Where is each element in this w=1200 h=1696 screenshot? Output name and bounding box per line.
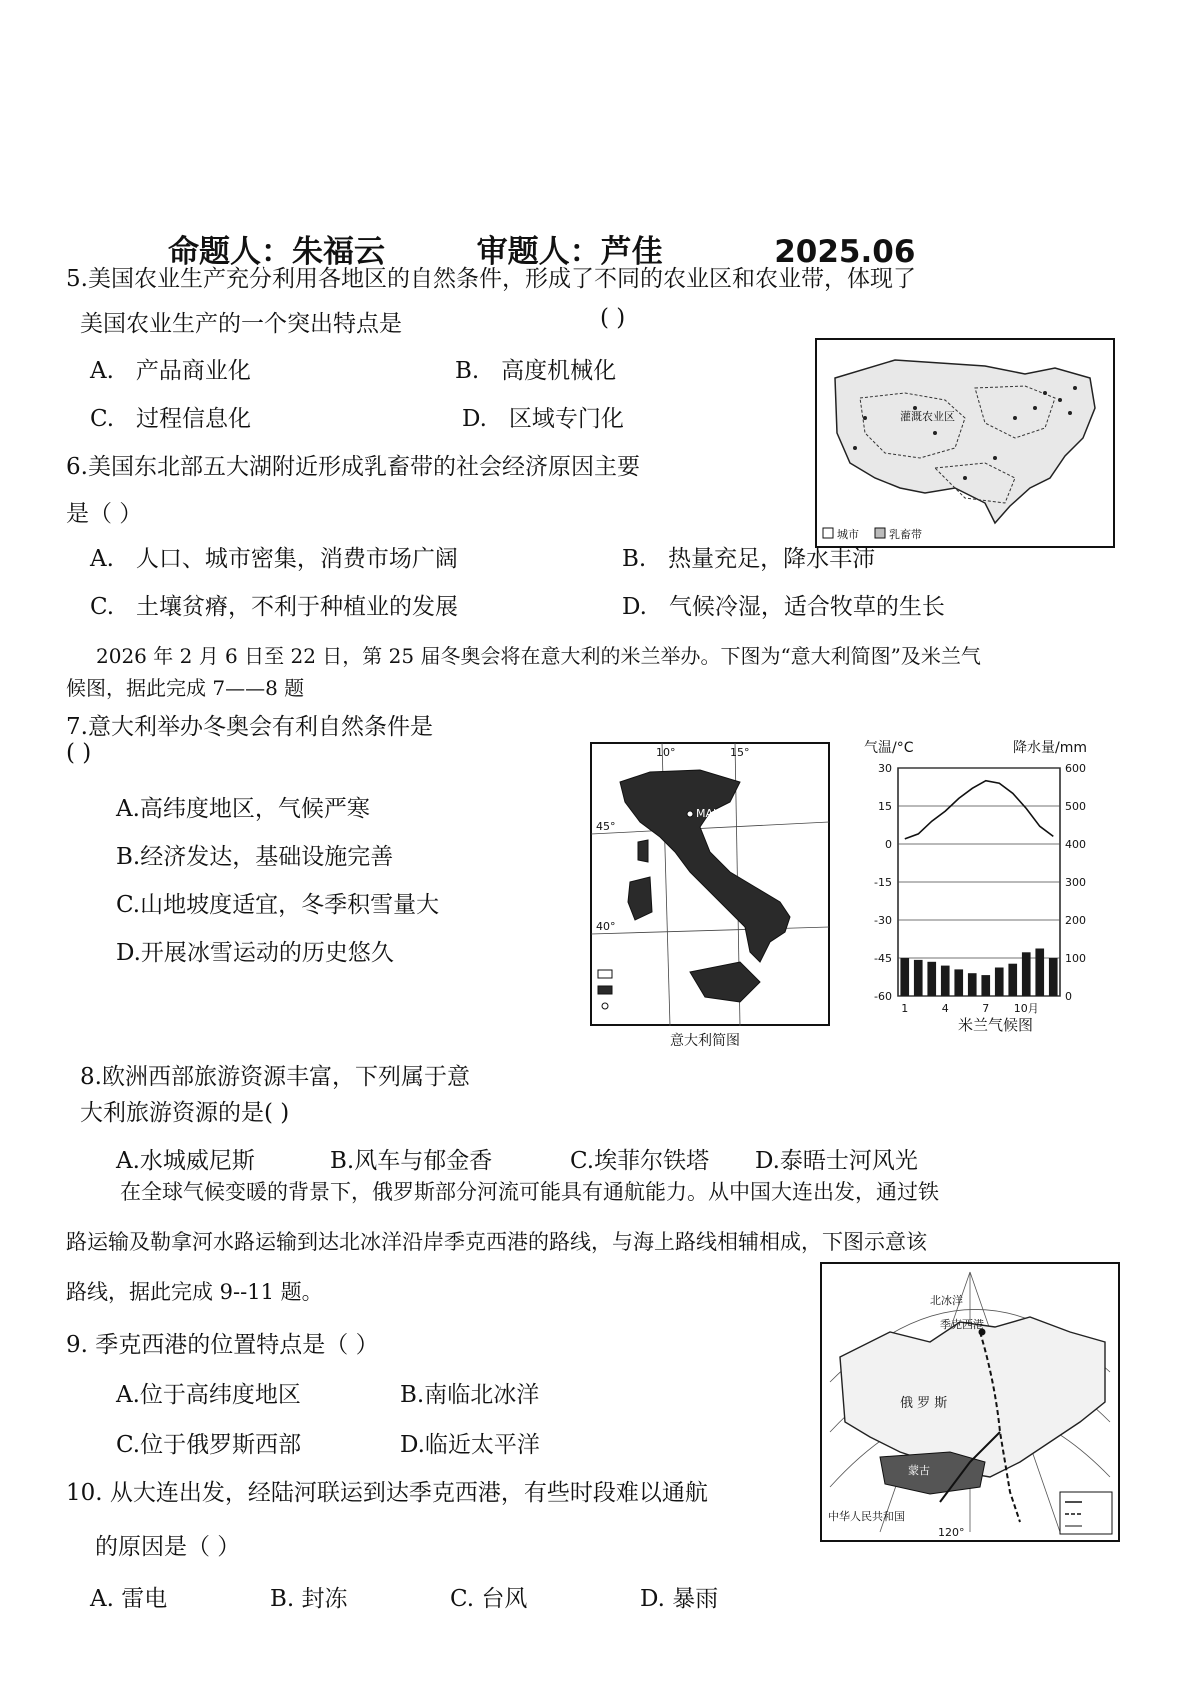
option-text: 高度机械化 [501, 358, 617, 384]
q6-option-a[interactable] [90, 540, 458, 573]
route-map-russia-label: 俄 罗 斯 [900, 1396, 948, 1411]
chart-temp-tick: -45 [874, 952, 892, 965]
q6-line2: 是（ ） [66, 501, 143, 527]
chart-precip-tick: 500 [1065, 800, 1086, 813]
chart-temp-tick: -15 [874, 876, 892, 889]
chart-precip-tick: 600 [1065, 762, 1086, 775]
precipitation-bar [1035, 949, 1044, 997]
us-map-label-irrigation: 灌溉农业区 [900, 410, 955, 423]
option-letter: C. [90, 594, 115, 620]
chart-temp-tick: 15 [878, 800, 892, 813]
stimulus-route-line3: 路线，据此完成 9--11 题。 [66, 1280, 323, 1304]
option-text: 人口、城市密集，消费市场广阔 [135, 546, 458, 572]
q7-option-a[interactable]: A.高纬度地区，气候严寒 [116, 796, 370, 822]
stimulus-italy-line2: 候图，据此完成 7——8 题 [66, 676, 305, 700]
option-text: 台风 [481, 1586, 528, 1612]
q8-line1: 8.欧洲西部旅游资源丰富，下列属于意 [80, 1064, 470, 1090]
chart-precip-tick: 200 [1065, 914, 1086, 927]
option-text: 土壤贫瘠，不利于种植业的发展 [136, 594, 459, 620]
route-map-lon-label: 120° [938, 1526, 965, 1539]
chart-x-tick: 4 [941, 1002, 949, 1015]
option-letter: B. [622, 546, 647, 572]
option-text: 封冻 [301, 1586, 348, 1612]
q10-line2: 的原因是（ ） [95, 1534, 241, 1560]
q9-line1: 9. 季克西港的位置特点是（ ） [66, 1332, 379, 1358]
chart-ylabel-precipitation: 降水量/mm [1013, 740, 1087, 756]
precipitation-bar [981, 975, 990, 996]
precipitation-bar [1022, 952, 1031, 996]
route-map-port-label: 季克西港 [940, 1318, 984, 1331]
option-letter: A. [90, 358, 114, 384]
q10-option-b[interactable] [270, 1580, 348, 1613]
reviewer-label: 审题人：芦佳 [476, 234, 663, 270]
q8-line2: 大利旅游资源的是( ) [80, 1100, 290, 1126]
route-map-china-label: 中华人民共和国 [828, 1510, 905, 1523]
option-text: 雷电 [121, 1586, 168, 1612]
q9-option-b[interactable]: B.南临北冰洋 [400, 1382, 540, 1408]
chart-temp-tick: 0 [885, 838, 892, 851]
date-label: 2025.06 [774, 234, 916, 270]
italy-city-label: MAILE [696, 807, 730, 820]
italy-map [590, 742, 830, 1027]
option-text: 过程信息化 [136, 406, 252, 432]
chart-precip-tick: 400 [1065, 838, 1086, 851]
russia-route-map [820, 1262, 1120, 1542]
q6-option-d[interactable] [622, 588, 945, 621]
q8-option-a[interactable]: A.水城威尼斯 [116, 1148, 255, 1174]
italy-map-caption: 意大利简图 [670, 1033, 740, 1049]
option-letter: D. [622, 594, 647, 620]
chart-title: 米兰气候图 [958, 1016, 1034, 1034]
option-letter: A. [90, 1586, 114, 1612]
option-letter: C. [450, 1586, 475, 1612]
italy-lon-15: 15° [730, 746, 750, 759]
q6-line1: 6.美国东北部五大湖附近形成乳畜带的社会经济原因主要 [66, 454, 640, 480]
chart-precip-tick: 300 [1065, 876, 1086, 889]
precipitation-bar [1008, 964, 1017, 996]
option-text: 热量充足，降水丰沛 [668, 546, 876, 572]
route-map-mongolia-label: 蒙古 [908, 1464, 930, 1477]
q10-option-c[interactable] [450, 1580, 527, 1613]
q7-option-d[interactable]: D.开展冰雪运动的历史悠久 [116, 940, 394, 966]
q5-answer-paren: ( ) [600, 305, 626, 331]
option-letter: A. [90, 546, 114, 572]
q9-option-d[interactable]: D.临近太平洋 [400, 1432, 540, 1458]
precipitation-bar [914, 960, 923, 996]
q9-option-c[interactable]: C.位于俄罗斯西部 [116, 1432, 302, 1458]
precipitation-bar [1049, 958, 1058, 996]
us-map-legend-city: 城市 [837, 528, 859, 541]
italy-lat-40: 40° [596, 920, 616, 933]
q7-option-c[interactable]: C.山地坡度适宜，冬季积雪量大 [116, 892, 440, 918]
option-letter: D. [462, 406, 487, 432]
q5-option-d[interactable] [462, 400, 624, 433]
q5-option-c[interactable] [90, 400, 251, 433]
chart-temp-tick: 30 [878, 762, 892, 775]
q8-option-d[interactable]: D.泰晤士河风光 [755, 1148, 918, 1174]
chart-precip-tick: 0 [1065, 990, 1072, 1003]
q9-option-a[interactable]: A.位于高纬度地区 [116, 1382, 301, 1408]
stimulus-route-line1: 在全球气候变暖的背景下，俄罗斯部分河流可能具有通航能力。从中国大连出发，通过铁 [120, 1180, 939, 1204]
option-text: 暴雨 [672, 1586, 719, 1612]
q10-option-d[interactable] [640, 1580, 718, 1613]
q5-option-a[interactable] [90, 352, 251, 385]
q5-line1: 5.美国农业生产充分利用各地区的自然条件，形成了不同的农业区和农业带，体现了 [66, 266, 916, 292]
precipitation-bar [941, 966, 950, 996]
option-letter: B. [270, 1586, 295, 1612]
temperature-line [905, 781, 1054, 839]
chart-ylabel-temperature: 气温/°C [864, 740, 914, 756]
q7-line2: ( ) [66, 740, 92, 766]
precipitation-bar [995, 968, 1004, 997]
stimulus-route-line2: 路运输及勒拿河水路运输到达北冰洋沿岸季克西港的路线，与海上路线相辅相成，下图示意该 [66, 1230, 927, 1254]
option-letter: B. [455, 358, 480, 384]
chart-precip-tick: 100 [1065, 952, 1086, 965]
q8-option-c[interactable]: C.埃菲尔铁塔 [570, 1148, 710, 1174]
option-text: 区域专门化 [508, 406, 624, 432]
us-map-legend-dairy: 乳畜带 [889, 528, 922, 541]
milan-climate-chart [848, 738, 1116, 1038]
precipitation-bar [900, 958, 909, 996]
chart-x-tick: 10月 [1013, 1002, 1039, 1015]
precipitation-bar [954, 969, 963, 996]
italy-lon-10: 10° [656, 746, 676, 759]
q6-option-c[interactable] [90, 588, 458, 621]
q7-line1: 7.意大利举办冬奥会有利自然条件是 [66, 714, 433, 740]
us-agriculture-map [815, 338, 1115, 548]
option-text: 产品商业化 [135, 358, 251, 384]
option-letter: C. [90, 406, 115, 432]
option-text: 气候冷湿，适合牧草的生长 [668, 594, 945, 620]
q5-line2: 美国农业生产的一个突出特点是 [80, 311, 402, 337]
q7-option-b[interactable]: B.经济发达，基础设施完善 [116, 844, 394, 870]
route-map-ocean-label: 北冰洋 [930, 1294, 963, 1307]
q6-option-b[interactable] [622, 540, 875, 573]
chart-x-tick: 1 [901, 1002, 909, 1015]
setter-label: 命题人：朱福云 [168, 234, 385, 270]
italy-lat-45: 45° [596, 820, 616, 833]
chart-temp-tick: -60 [874, 990, 892, 1003]
precipitation-bar [968, 973, 977, 996]
stimulus-italy-line1: 2026 年 2 月 6 日至 22 日，第 25 届冬奥会将在意大利的米兰举办。下图为“意大利简图”及米兰气 [96, 644, 981, 668]
q10-line1: 10. 从大连出发，经陆河联运到达季克西港，有些时段难以通航 [66, 1480, 708, 1506]
chart-x-tick: 7 [982, 1002, 990, 1015]
q10-option-a[interactable] [90, 1580, 167, 1613]
q5-option-b[interactable] [455, 352, 616, 385]
q8-option-b[interactable]: B.风车与郁金香 [330, 1148, 493, 1174]
chart-temp-tick: -30 [874, 914, 892, 927]
option-letter: D. [640, 1586, 665, 1612]
precipitation-bar [927, 962, 936, 996]
